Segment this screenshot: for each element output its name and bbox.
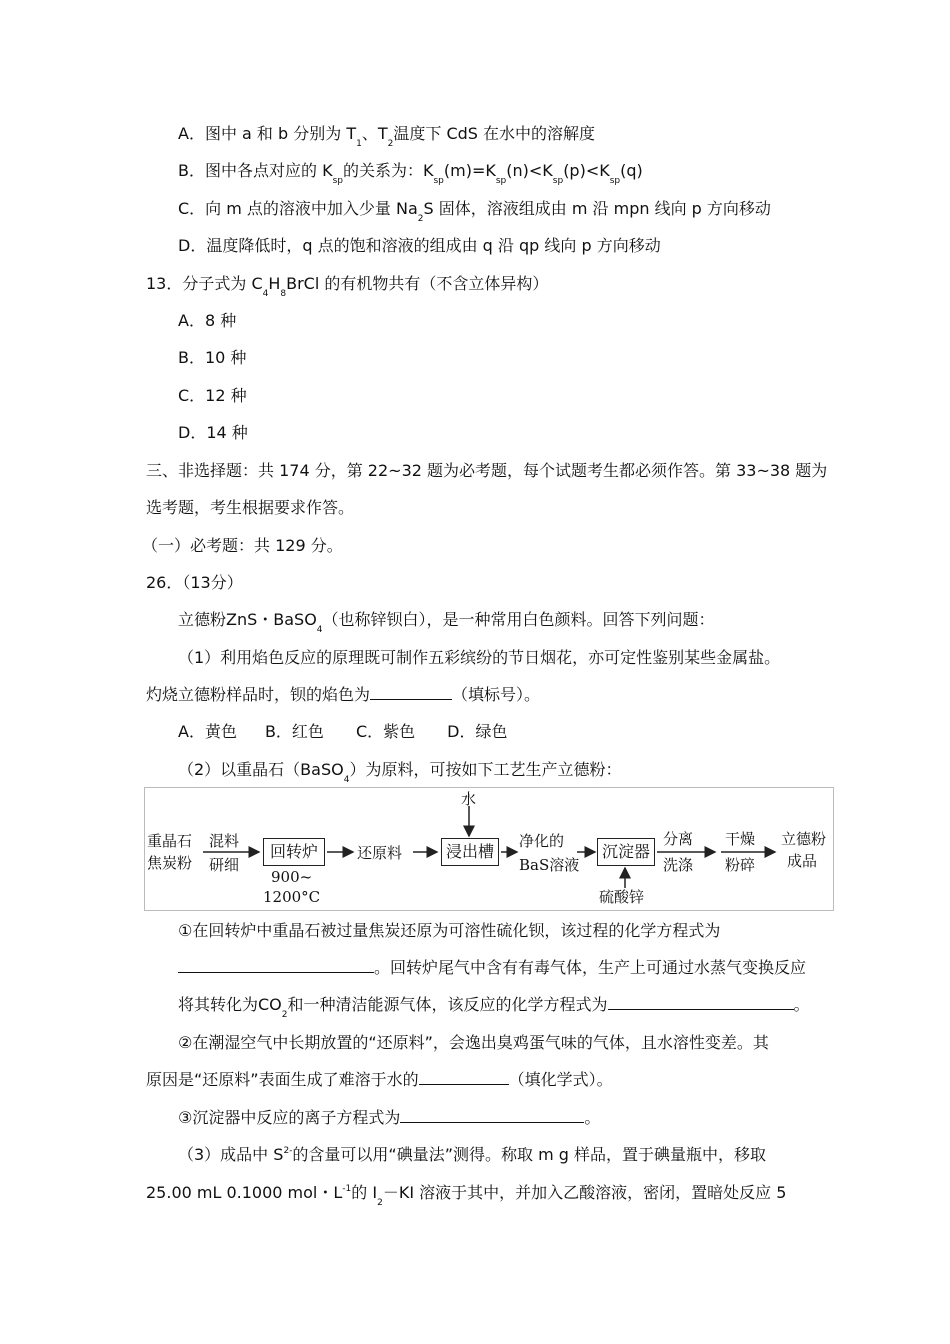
flow-box-furnace: 回转炉 — [263, 838, 325, 866]
flow-separate: 分离 — [663, 830, 694, 848]
q26-part1-line2: 灼烧立德粉样品时，钡的焰色为 （填标号）。 — [146, 685, 541, 704]
q12-option-b: B．图中各点对应的 $K_{sp}$的关系为：$K_{sp}(m)=K_{sp}(n)<K_{sp}(p)<K_{sp}(q)$ — [178, 161, 643, 186]
q26-c2-line1: ②在潮湿空气中长期放置的“还原料”，会逸出臭鸡蛋气味的气体，且水溶性变差。其 — [178, 1033, 769, 1052]
q13-option-d: D．14 种 — [178, 423, 248, 442]
q13-option-b: B．10 种 — [178, 348, 247, 367]
flow-dry: 干燥 — [725, 830, 756, 848]
q13-option-a: A．8 种 — [178, 311, 237, 330]
q26-c3: ③沉淀器中反应的离子方程式为 。 — [178, 1108, 601, 1127]
answer-blank — [608, 995, 794, 1010]
answer-blank — [419, 1070, 509, 1085]
flow-box-precipitator: 沉淀器 — [597, 838, 655, 866]
flow-step-grind: 研细 — [209, 856, 240, 874]
flow-temp-high: 1200°C — [263, 888, 321, 906]
flow-reduced-material: 还原料 — [357, 844, 403, 862]
q26-part1-line1: （1）利用焰色反应的原理既可制作五彩缤纷的节日烟花，亦可定性鉴别某些金属盐。 — [178, 648, 781, 667]
flow-raw-coke: 焦炭粉 — [147, 854, 193, 872]
q26-part1-choices: A．黄色 B．红色 C．紫色 D．绿色 — [178, 722, 508, 741]
q12-option-a: A．图中 a 和 b 分别为 $T_1$、$T_2$温度下 CdS 在水中的溶解度 — [178, 124, 596, 149]
q26-c1-line3: 将其转化为$CO_2$和一种清洁能源气体，该反应的化学方程式为 。 — [178, 995, 810, 1020]
q26-intro: 立德粉ZnS・BaSO$_4$（也称锌钡白），是一种常用白色颜料。回答下列问题： — [178, 610, 715, 635]
section3-heading-line1: 三、非选择题：共 174 分，第 22~32 题为必考题，每个试题考生都必须作答。第 33~38 题为 — [146, 461, 828, 480]
flow-product: 立德粉 — [781, 830, 827, 848]
flow-purified-label: 净化的 — [519, 832, 565, 850]
flow-water: 水 — [461, 790, 477, 808]
q26-part2-stem: （2）以重晶石（BaSO$_4$）为原料，可按如下工艺生产立德粉： — [178, 760, 622, 785]
q13-option-c: C．12 种 — [178, 386, 247, 405]
flow-box-leach: 浸出槽 — [441, 838, 499, 866]
q26-part3-line2: 25.00 mL 0.1000 mol・$L^{-1}$的 $I_2-KI$ 溶液于其中，并加入乙酸溶液，密闭，置暗处反应 5 — [146, 1183, 787, 1208]
q12-option-d: D．温度降低时，q 点的饱和溶液的组成由 q 沿 qp 线向 p 方向移动 — [178, 236, 661, 255]
flow-finished: 成品 — [787, 852, 818, 870]
flow-raw-barite: 重晶石 — [147, 832, 193, 850]
answer-blank — [400, 1108, 584, 1123]
flow-crush: 粉碎 — [725, 856, 756, 874]
flow-zinc-sulfate: 硫酸锌 — [599, 888, 645, 906]
flow-step-mix: 混料 — [209, 832, 240, 850]
answer-blank — [370, 685, 452, 700]
q26-number: 26．（13分） — [146, 573, 243, 592]
q26-c1-line2: 。回转炉尾气中含有有毒气体，生产上可通过水蒸气变换反应 — [178, 958, 806, 978]
q13-stem: 13．分子式为 $C_4H_8BrCl$ 的有机物共有（不含立体异构） — [146, 274, 549, 299]
section3-heading-line2: 选考题，考生根据要求作答。 — [146, 498, 355, 517]
q12-option-c: C．向 m 点的溶液中加入少量 $Na_2S$ 固体，溶液组成由 m 沿 mpn 线向 p 方向移动 — [178, 199, 771, 224]
flow-wash: 洗涤 — [663, 856, 694, 874]
q26-c2-line2: 原因是“还原料”表面生成了难溶于水的 （填化学式）。 — [146, 1070, 613, 1089]
flow-bas-solution: BaS溶液 — [519, 856, 580, 874]
section3-subheading: （一）必考题：共 129 分。 — [142, 536, 343, 555]
answer-blank — [178, 958, 374, 973]
q26-part3-line1: （3）成品中 $S^{2-}$的含量可以用“碘量法”测得。称取 m g 样品，置于碘量瓶中，移取 — [178, 1145, 767, 1164]
q26-c1-line1: ①在回转炉中重晶石被过量焦炭还原为可溶性硫化钡，该过程的化学方程式为 — [178, 921, 721, 940]
process-flow-diagram — [144, 787, 834, 911]
flow-temp-low: 900~ — [271, 868, 313, 886]
